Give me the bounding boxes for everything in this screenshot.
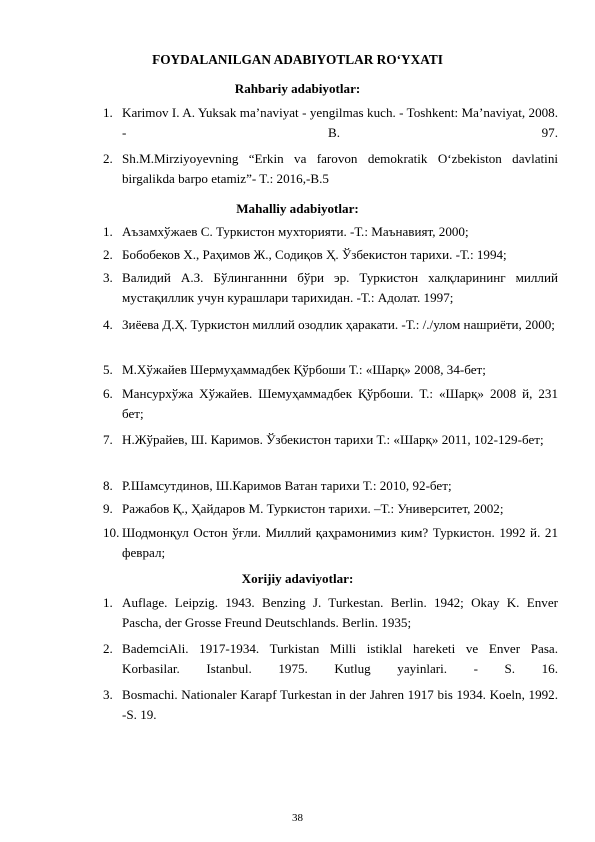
reference-number: 1. — [103, 224, 113, 239]
reference-text: Ражабов Қ., Ҳайдаров М. Туркистон тарихи. –Т.: Университет, 2002; — [122, 501, 504, 516]
reference-text: Н.Жўрайев, Ш. Каримов. Ўзбекистон тарихи Т.: «Шарқ» 2011, 102-129-бет; — [122, 432, 544, 447]
reference-item — [103, 149, 558, 190]
reference-text: Мансурхўжа Хўжайев. Шемуҳаммадбек Қўрбоши. Т.: «Шарқ» 2008 й, 231 бет; — [122, 386, 558, 422]
reference-number: 6. — [103, 386, 113, 401]
reference-number: 5. — [103, 362, 113, 377]
reference-text: Бобобеков Х., Раҳимов Ж., Содиқов Ҳ. Ўзбекистон тарихи. -Т.: 1994; — [122, 247, 507, 262]
reference-text: Аъзамхўжаев С. Туркистон мухторияти. -Т.: Маънавият, 2000; — [122, 224, 469, 239]
reference-item — [103, 476, 558, 496]
page-number: 38 — [292, 812, 303, 824]
reference-text: Karimov I. A. Yuksak ma’naviyat - yengilmas kuch. - Toshkent: Ma’naviyat, 2008. - B. 97. — [122, 105, 558, 141]
reference-number: 7. — [103, 432, 113, 447]
reference-text: М.Хўжайев Шермуҳаммадбек Қўрбоши Т.: «Шарқ» 2008, 34-бет; — [122, 362, 486, 377]
section-heading-foreign: Xorijiy adaviyotlar: — [241, 571, 354, 586]
reference-number: 2. — [103, 151, 113, 166]
reference-item — [103, 499, 558, 519]
reference-number: 9. — [103, 501, 113, 516]
section-heading-guiding: Rahbariy adabiyotlar: — [234, 81, 361, 96]
reference-item — [103, 268, 558, 309]
reference-text: BademciAli. 1917-1934. Turkistan Milli istiklal hareketi ve Enver Pasa. Korbasilar. Istanbul. 1975. Kutlug yayinlari. - S. 16. — [122, 641, 558, 677]
reference-number: 8. — [103, 478, 113, 493]
reference-item — [103, 222, 558, 242]
section-heading-local: Mahalliy adabiyotlar: — [236, 201, 359, 216]
reference-item — [103, 360, 558, 380]
reference-number: 2. — [103, 641, 113, 656]
reference-item — [103, 523, 558, 564]
reference-item — [103, 593, 558, 634]
reference-number: 2. — [103, 247, 113, 262]
reference-text: Валидий А.З. Бўлинганнни бўри эр. Туркистон халқларининг миллий мустақиллик учун курашлари тарихидан. -Т.: Адолат. 1997; — [122, 270, 558, 306]
reference-number: 3. — [103, 270, 113, 285]
reference-text: Sh.M.Mirziyoyevning “Erkin va farovon demokratik O‘zbekiston davlatini birgalikda barpo etamiz”- T.: 2016,-B.5 — [122, 151, 558, 187]
reference-item — [103, 315, 558, 335]
reference-item — [103, 430, 558, 450]
reference-number: 4. — [103, 317, 113, 332]
reference-number: 10. — [103, 525, 120, 540]
reference-text: Р.Шамсутдинов, Ш.Каримов Ватан тарихи Т.: 2010, 92-бет; — [122, 478, 452, 493]
reference-text: Зиёева Д.Ҳ. Туркистон миллий озодлик ҳаракати. -Т.: /./улом нашриёти, 2000; — [122, 317, 555, 332]
reference-number: 1. — [103, 595, 113, 610]
reference-item — [103, 685, 558, 726]
reference-item — [103, 384, 558, 425]
reference-item — [103, 245, 558, 265]
reference-number: 1. — [103, 105, 113, 120]
reference-text: Bosmachi. Nationaler Karapf Turkestan in der Jahren 1917 bis 1934. Koeln, 1992. -S. 19. — [122, 687, 558, 723]
page-title: FOYDALANILGAN ADABIYOTLAR RO‘YXATI — [152, 52, 443, 67]
reference-item — [103, 103, 558, 144]
reference-number: 3. — [103, 687, 113, 702]
reference-item — [103, 639, 558, 680]
reference-text: Шодмонқул Остон ўғли. Миллий қаҳрамонимиз ким? Туркистон. 1992 й. 21 феврал; — [122, 525, 558, 561]
reference-text: Auflage. Leipzig. 1943. Benzing J. Turkestan. Berlin. 1942; Okay K. Enver Pascha, der Grosse Freund Deutschlands. Berlin. 1935; — [122, 595, 558, 631]
